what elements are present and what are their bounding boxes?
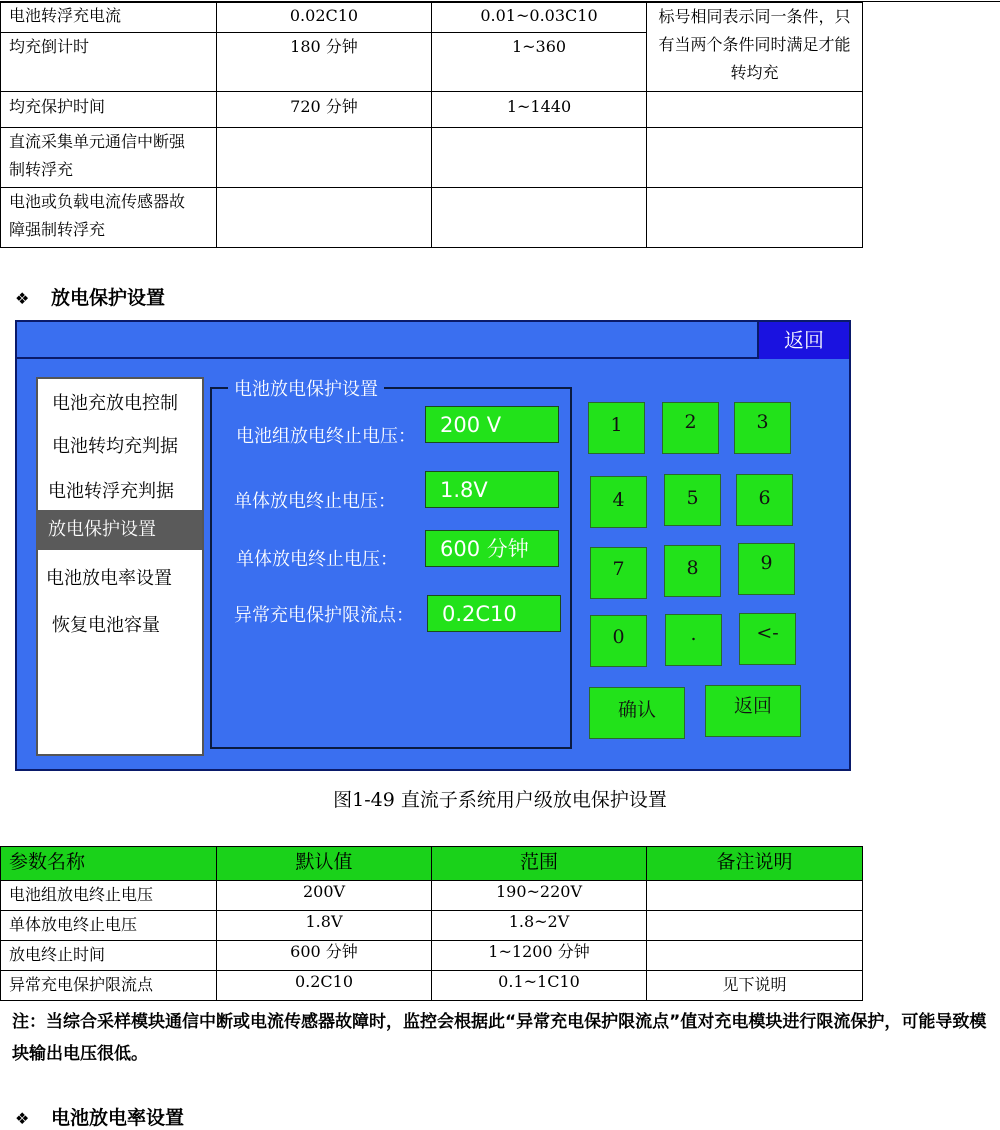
header-remarks: 备注说明 bbox=[647, 847, 863, 881]
device-screen bbox=[15, 320, 851, 771]
menu-item-equalize-criteria[interactable]: 电池转均充判据 bbox=[52, 436, 178, 457]
range-value: 0.1~1C10 bbox=[432, 971, 647, 1001]
menu-item-charge-control[interactable]: 电池充放电控制 bbox=[52, 393, 178, 414]
table-row bbox=[1, 971, 863, 1001]
param-name: 均充倒计时 bbox=[1, 33, 217, 92]
merged-note bbox=[647, 3, 863, 92]
range-value: 1~1440 bbox=[432, 92, 647, 128]
screen-top-bar bbox=[17, 322, 849, 359]
merged-note-text: 标号相同表示同一条件，只有当两个条件同时满足才能转均充 bbox=[658, 7, 851, 82]
table-row bbox=[1, 941, 863, 971]
range-value: 190~220V bbox=[432, 881, 647, 911]
note-value bbox=[647, 188, 863, 248]
remark-value bbox=[647, 911, 863, 941]
param-label: 异常充电保护限流点： bbox=[234, 605, 414, 626]
table-row bbox=[1, 92, 863, 128]
key-7[interactable]: 7 bbox=[590, 547, 647, 599]
header-default: 默认值 bbox=[217, 847, 432, 881]
remark-value bbox=[647, 941, 863, 971]
param-table bbox=[0, 846, 863, 1001]
remark-value bbox=[647, 881, 863, 911]
table-row bbox=[1, 188, 863, 248]
menu-item-float-criteria[interactable]: 电池转浮充判据 bbox=[48, 481, 174, 502]
key-0[interactable]: 0 bbox=[590, 615, 647, 667]
menu-item-discharge-rate[interactable]: 电池放电率设置 bbox=[46, 568, 172, 589]
param-name: 电池组放电终止电压 bbox=[1, 881, 217, 911]
remark-value: 见下说明 bbox=[647, 971, 863, 1001]
default-value: 200V bbox=[217, 881, 432, 911]
group-title: 电池放电保护设置 bbox=[228, 375, 384, 401]
table-header-row bbox=[1, 847, 863, 881]
key-4[interactable]: 4 bbox=[590, 476, 647, 528]
table-row bbox=[1, 128, 863, 188]
menu-item-discharge-protection[interactable]: 放电保护设置 bbox=[36, 510, 202, 550]
param-name: 电池转浮充电流 bbox=[1, 3, 217, 33]
section-title: 电池放电率设置 bbox=[51, 1107, 185, 1129]
key-9[interactable]: 9 bbox=[738, 543, 795, 595]
default-value: 180 分钟 bbox=[217, 33, 432, 92]
param-name: 直流采集单元通信中断强制转浮充 bbox=[1, 128, 217, 188]
key-8[interactable]: 8 bbox=[664, 545, 721, 597]
default-value: 600 分钟 bbox=[217, 941, 432, 971]
key-6[interactable]: 6 bbox=[736, 474, 793, 526]
table-row bbox=[1, 911, 863, 941]
note-value bbox=[647, 128, 863, 188]
default-value bbox=[217, 188, 432, 248]
param-label: 电池组放电终止电压： bbox=[236, 426, 416, 447]
section-heading-discharge-protection bbox=[15, 283, 165, 310]
range-value: 0.01~0.03C10 bbox=[432, 3, 647, 33]
param-name: 单体放电终止电压 bbox=[1, 911, 217, 941]
top-back-button[interactable]: 返回 bbox=[757, 322, 849, 359]
current-limit-field[interactable]: 0.2C10 bbox=[427, 595, 561, 632]
param-name: 电池或负载电流传感器故障强制转浮充 bbox=[1, 188, 217, 248]
side-menu bbox=[36, 377, 204, 756]
diamond-bullet-icon: ❖ bbox=[15, 1109, 30, 1128]
table-row bbox=[1, 881, 863, 911]
default-value: 0.02C10 bbox=[217, 3, 432, 33]
cell-cutoff-voltage-field[interactable]: 1.8V bbox=[425, 471, 559, 508]
key-backspace[interactable]: <- bbox=[739, 613, 796, 665]
discharge-time-field[interactable]: 600 分钟 bbox=[425, 530, 559, 567]
back-button[interactable]: 返回 bbox=[705, 685, 801, 737]
section-heading-discharge-rate bbox=[15, 1103, 184, 1130]
top-table bbox=[0, 2, 863, 248]
battery-cutoff-voltage-field[interactable]: 200 V bbox=[425, 406, 559, 443]
header-param-name: 参数名称 bbox=[1, 847, 217, 881]
param-name: 放电终止时间 bbox=[1, 941, 217, 971]
key-1[interactable]: 1 bbox=[588, 402, 645, 454]
range-value bbox=[432, 188, 647, 248]
key-2[interactable]: 2 bbox=[662, 402, 719, 454]
default-value: 720 分钟 bbox=[217, 92, 432, 128]
confirm-button[interactable]: 确认 bbox=[589, 687, 685, 739]
param-name: 均充保护时间 bbox=[1, 92, 217, 128]
key-5[interactable]: 5 bbox=[664, 474, 721, 526]
note-paragraph: 注：当综合采样模块通信中断或电流传感器故障时，监控会根据此“异常充电保护限流点”值对充电模块进行限流保护，可能导致模块输出电压很低。 bbox=[12, 1012, 987, 1064]
note-value bbox=[647, 92, 863, 128]
key-3[interactable]: 3 bbox=[734, 402, 791, 454]
diamond-bullet-icon: ❖ bbox=[15, 289, 30, 308]
table-row bbox=[1, 3, 863, 33]
default-value bbox=[217, 128, 432, 188]
default-value: 0.2C10 bbox=[217, 971, 432, 1001]
default-value: 1.8V bbox=[217, 911, 432, 941]
range-value bbox=[432, 128, 647, 188]
param-label: 单体放电终止电压： bbox=[236, 549, 398, 570]
section-title: 放电保护设置 bbox=[51, 287, 166, 309]
param-label: 单体放电终止电压： bbox=[234, 491, 396, 512]
range-value: 1.8~2V bbox=[432, 911, 647, 941]
key-dot[interactable]: . bbox=[665, 614, 722, 666]
param-group bbox=[210, 379, 572, 749]
range-value: 1~1200 分钟 bbox=[432, 941, 647, 971]
range-value: 1~360 bbox=[432, 33, 647, 92]
param-name: 异常充电保护限流点 bbox=[1, 971, 217, 1001]
header-range: 范围 bbox=[432, 847, 647, 881]
figure-caption: 图1-49 直流子系统用户级放电保护设置 bbox=[333, 789, 667, 811]
menu-item-restore-capacity[interactable]: 恢复电池容量 bbox=[52, 615, 160, 636]
